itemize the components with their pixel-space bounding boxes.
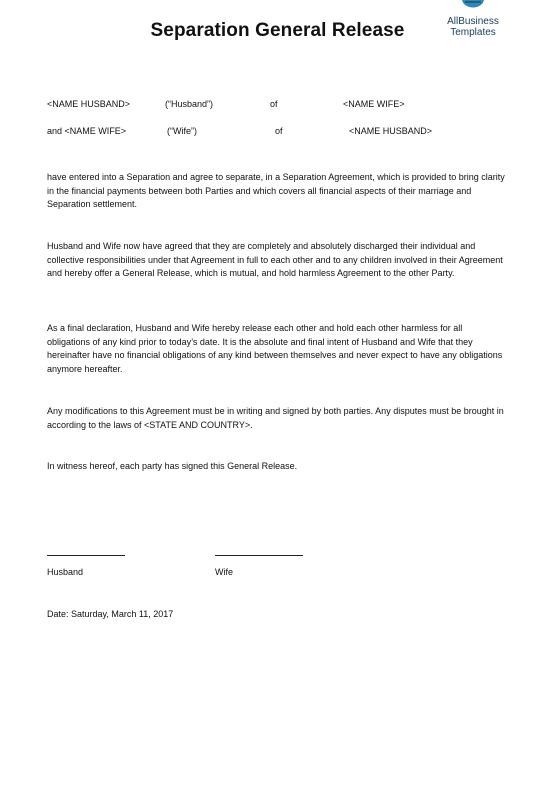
party-name-husband-2: <NAME HUSBAND> [349,126,433,136]
party-role-husband: (“Husband”) [165,99,214,109]
party-name-husband: <NAME HUSBAND> [47,99,131,109]
paragraph-modifications: Any modifications to this Agreement must be in writing and signed by both parties. Any disputes must be brought in according to the laws of <STATE AND COUNTRY>. [47,406,504,430]
husband-signature-line [47,555,125,556]
logo-text-line2: Templates [450,27,496,38]
party-role-wife: (“Wife”) [167,126,197,136]
party-of-1: of [270,99,278,109]
paragraph-witness: In witness hereof, each party has signed this General Release. [47,461,298,471]
document-title: Separation General Release [150,20,405,41]
paragraph-final-declaration: As a final declaration, Husband and Wife hereby release each other and hold each other harmless for all obligations of any kind prior to today’s date. It is the absolute and final intent of Husband and Wife that they hereinafter have no financial obligations of any kind between themselves and never expect to have any obligations anymore hereafter. [47,323,503,375]
document-date: Date: Saturday, March 11, 2017 [47,609,174,619]
party-name-wife-2: and <NAME WIFE> [47,126,127,136]
husband-signature-label: Husband [47,567,84,577]
logo-text-line1: AllBusiness [447,16,499,27]
paragraph-agreement: have entered into a Separation and agree to separate, in a Separation Agreement, which is provided to bring clarity in the financial payments between both Parties and which covers all financial aspects of their marriage and Separation settlement. [47,172,505,210]
wife-signature-label: Wife [215,567,233,577]
party-name-wife: <NAME WIFE> [343,99,405,109]
paragraph-discharge: Husband and Wife now have agreed that they are completely and absolutely discharged their individual and collective responsibilities under that Agreement in full to each other and to any children involved in their Agreement and hereby offer a General Release, which is mutual, and hold harmless Agreement to the other Party. [47,241,503,279]
laptop-icon [461,0,485,8]
party-of-2: of [275,126,283,136]
wife-signature-line [215,555,303,556]
